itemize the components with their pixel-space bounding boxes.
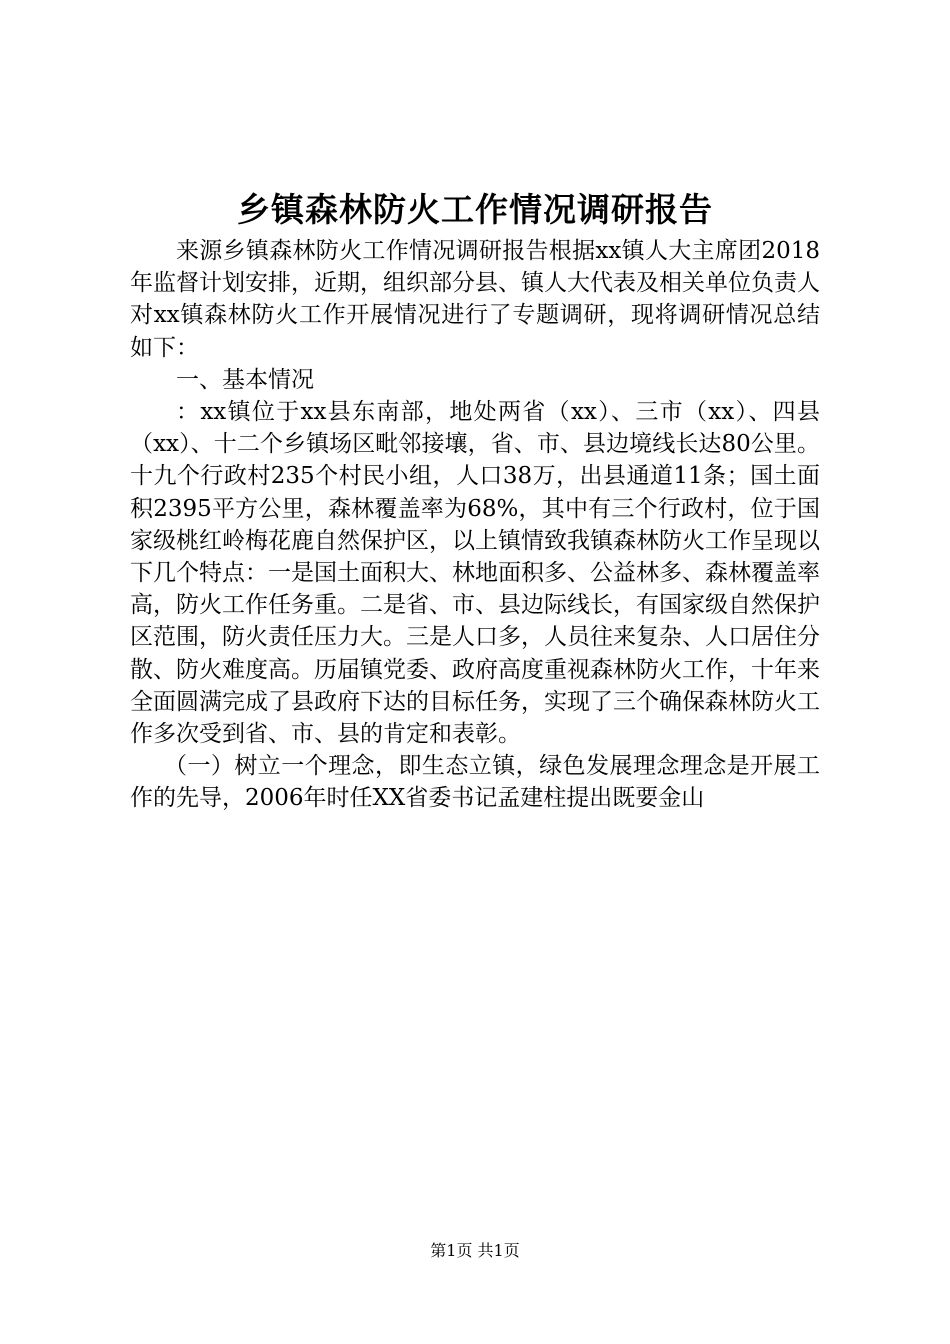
subsection-paragraph: （一）树立一个理念，即生态立镇，绿色发展理念理念是开展工作的先导，2006年时任XX省委书记孟建柱提出既要金山 [130, 753, 820, 812]
document-body [130, 235, 820, 815]
section-heading: 一、基本情况 [176, 366, 314, 393]
document-title: 乡镇森林防火工作情况调研报告 [237, 190, 713, 229]
basic-situation-paragraph: ：xx镇位于xx县东南部，地处两省（xx）、三市（xx）、四县（xx）、十二个乡镇场区毗邻接壤，省、市、县边境线长达80公里。十九个行政村235个村民小组，人口38万，出县通道11条；国土面积2395平方公里，森林覆盖率为68%，其中有三个行政村，位于国家级桃红岭梅花鹿自然保护区，以上镇情致我镇森林防火工作呈现以下几个特点：一是国土面积大、林地面积多、公益林多、森林覆盖率高，防火工作任务重。二是省、市、县边际线长，有国家级自然保护区范围，防火责任压力大。三是人口多，人员往来复杂、人口居住分散、防火难度高。历届镇党委、政府高度重视森林防火工作，十年来全面圆满完成了县政府下达的目标任务，实现了三个确保森林防火工作多次受到省、市、县的肯定和表彰。 [130, 399, 820, 748]
intro-paragraph: 来源乡镇森林防火工作情况调研报告根据xx镇人大主席团2018年监督计划安排，近期，组织部分县、镇人大代表及相关单位负责人对xx镇森林防火工作开展情况进行了专题调研，现将调研情况总结如下： [130, 238, 820, 361]
page-footer: 第1页 共1页 [430, 1241, 520, 1260]
